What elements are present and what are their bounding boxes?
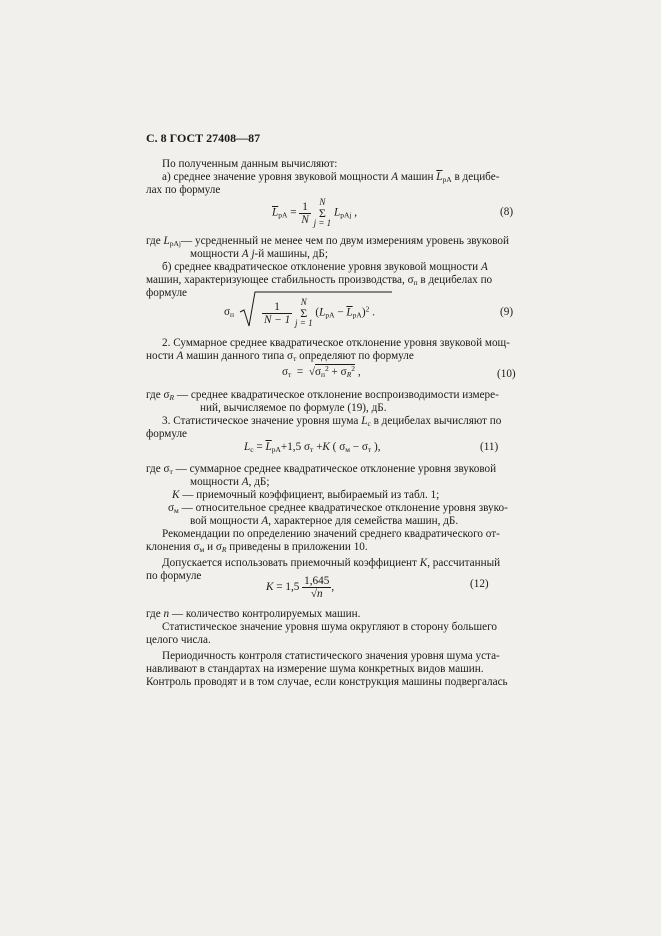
period-line1: Периодичность контроля статистического значения уровня шума уста- <box>162 650 500 662</box>
p3-line1: 3. Статистическое значение уровня шума $L_с$ в децибелах вычисляют по <box>162 415 502 428</box>
stat-line1: Статистическое значение уровня шума округляют в сторону большего <box>162 621 497 633</box>
k-definition: K — приемочный коэффициент, выбираемый из табл. 1; <box>172 489 440 501</box>
equation-9: $\sigma_п$ $\frac{1}{N - 1}$ N Σ j = 1 $(L_{pA} - \overline{L}_{pA})^2$ . <box>224 288 394 330</box>
where2-line2: ний, вычисляемое по формуле (19), дБ. <box>200 402 387 414</box>
where3-line1: где $\sigma_т$ — суммарное среднее квадратическое отклонение уровня звуковой <box>146 463 497 476</box>
equation-12-number: (12) <box>470 578 489 590</box>
period-line2: навливают в стандартах на измерение шума конкретных видов машин. <box>146 663 484 675</box>
p2-line1: 2. Суммарное среднее квадратическое отклонение уровня звуковой мощ- <box>162 337 510 349</box>
equation-9-number: (9) <box>500 306 514 318</box>
where3-line2: мощности А, дБ; <box>190 476 270 488</box>
item-a-line1: а) среднее значение уровня звуковой мощности А машин $\overline{L}_{pA}$ в децибе- <box>162 171 500 184</box>
equation-8-number: (8) <box>500 206 514 218</box>
allow-line1: Допускается использовать приемочный коэффициент K, рассчитанный <box>162 557 501 569</box>
page-header: С. 8 ГОСТ 27408—87 <box>146 131 261 145</box>
rec-line2: клонения $\sigma_м$ и $\sigma_R$ приведены в приложении 10. <box>146 541 368 554</box>
period-line3: Контроль проводят и в том случае, если конструкция машины подвергалась <box>146 676 508 688</box>
equation-11-number: (11) <box>480 441 499 453</box>
equation-10: $\sigma_т = √\sigma_п^2 + \sigma_R^2$ , <box>282 364 361 379</box>
item-b-line3: формуле <box>146 287 187 299</box>
where2-line1: где $\sigma_R$ — среднее квадратическое отклонение воспроизводимости измере- <box>146 389 499 402</box>
equation-11: $L_с = \overline{L}_{pA}+1,5$ $\sigma_т +K$ ( $\sigma_м - \sigma_т$ ), <box>244 441 381 454</box>
equation-12: K = 1,5 $\frac{1,645}{√n}$ , <box>266 575 335 600</box>
equation-10-number: (10) <box>497 368 516 380</box>
where1-line2: мощности А j-й машины, дБ; <box>190 248 328 260</box>
item-b-line1: б) среднее квадратическое отклонение уровня звуковой мощности А <box>162 261 488 273</box>
allow-line2: по формуле <box>146 570 202 582</box>
where4-line: где n — количество контролируемых машин. <box>146 608 361 620</box>
item-a-line2: лах по формуле <box>146 184 221 196</box>
item-b-line2: машин, характеризующее стабильность производства, $\sigma_п$ в децибелах по <box>146 274 493 287</box>
stat-line2: целого числа. <box>146 634 211 646</box>
where1-line1: где $L_{pAj}—$ усредненный не менее чем по двум измерениям уровень звуковой <box>146 235 509 248</box>
intro-text: По полученным данным вычисляют: <box>162 158 338 170</box>
sigma-m-line2: вой мощности А, характерное для семейства машин, дБ. <box>190 515 459 527</box>
rec-line1: Рекомендации по определению значений среднего квадратического от- <box>162 528 500 540</box>
p2-line2: ности А машин данного типа $\sigma_т$ определяют по формуле <box>146 350 414 363</box>
p3-line2: формуле <box>146 428 187 440</box>
equation-8: $\overline{L}_{pA}$ = $\frac{1}{N}$ N Σ j = 1 $L_{pAj}$ , <box>272 197 358 228</box>
sigma-m-line1: $\sigma_м$ — относительное среднее квадратическое отклонение уровня звуко- <box>168 502 508 515</box>
